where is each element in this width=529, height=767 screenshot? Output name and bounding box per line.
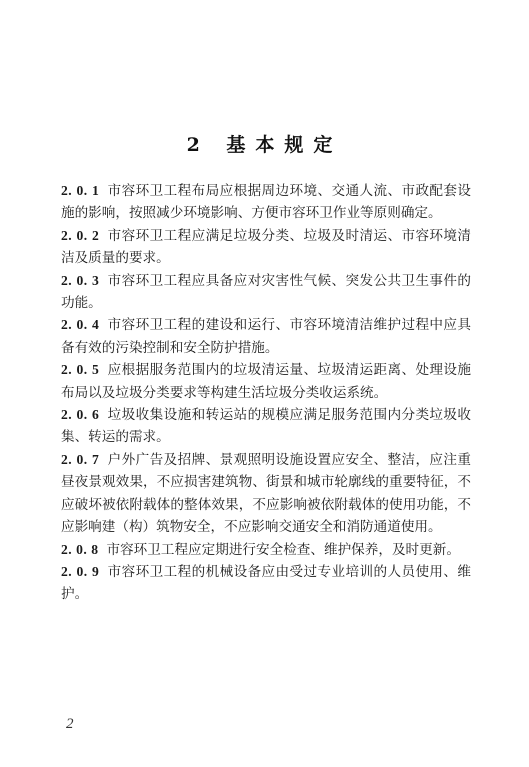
clause-number: 2. 0. 3	[61, 272, 100, 288]
clause-2-0-4	[61, 314, 471, 359]
clause-text: 市容环卫工程的建设和运行、市容环境清洁维护过程中应具备有效的污染控制和安全防护措施。	[61, 317, 472, 356]
clause-text: 市容环卫工程的机械设备应由受过专业培训的人员使用、维护。	[61, 563, 472, 603]
clause-text: 市容环卫工程应满足垃圾分类、垃圾及时清运、市容环境清洁及质量的要求。	[61, 227, 472, 267]
clause-number: 2. 0. 1	[61, 183, 100, 198]
clause-number: 2. 0. 9	[61, 563, 100, 579]
chapter-title: 2 基本规定	[186, 134, 343, 156]
clause-number: 2. 0. 6	[61, 407, 100, 423]
clause-2-0-2	[61, 225, 471, 270]
page-number: 2	[66, 716, 74, 732]
clause-2-0-9	[61, 561, 471, 606]
clause-text: 户外广告及招牌、景观照明设施设置应安全、整洁，应注重昼夜景观效果，不应损害建筑物、街景和城市轮廓线的重要特征，不应破坏被依附载体的整体效果，不应影响被依附载体的使用功能，不应影响建（构）筑物安全，不应影响交通安全和消防通道使用。	[61, 451, 472, 536]
clause-number: 2. 0. 7	[61, 451, 100, 467]
clause-text: 市容环卫工程应定期进行安全检查、维护保养，及时更新。	[106, 541, 460, 558]
clause-text: 应根据服务范围内的垃圾清运量、垃圾清运距离、处理设施布局以及垃圾分类要求等构建生活垃圾分类收运系统。	[61, 362, 472, 401]
clause-2-0-3	[61, 270, 471, 315]
clause-list	[61, 180, 471, 606]
clause-number: 2. 0. 2	[61, 227, 100, 243]
clause-text: 市容环卫工程应具备应对灾害性气候、突发公共卫生事件的功能。	[61, 272, 472, 312]
clause-2-0-6	[61, 404, 471, 449]
clause-2-0-5	[61, 359, 471, 404]
clause-2-0-8	[61, 539, 471, 561]
clause-number: 2. 0. 8	[61, 541, 99, 557]
clause-2-0-1	[61, 180, 471, 225]
clause-2-0-7	[61, 449, 471, 539]
clause-text: 垃圾收集设施和转运站的规模应满足服务范围内分类垃圾收集、转运的需求。	[61, 407, 472, 446]
clause-text: 市容环卫工程布局应根据周边环境、交通人流、市政配套设施的影响，按照减少环境影响、方便市容环卫作业等原则确定。	[61, 183, 472, 222]
clause-number: 2. 0. 5	[61, 362, 100, 378]
clause-number: 2. 0. 4	[61, 317, 100, 333]
